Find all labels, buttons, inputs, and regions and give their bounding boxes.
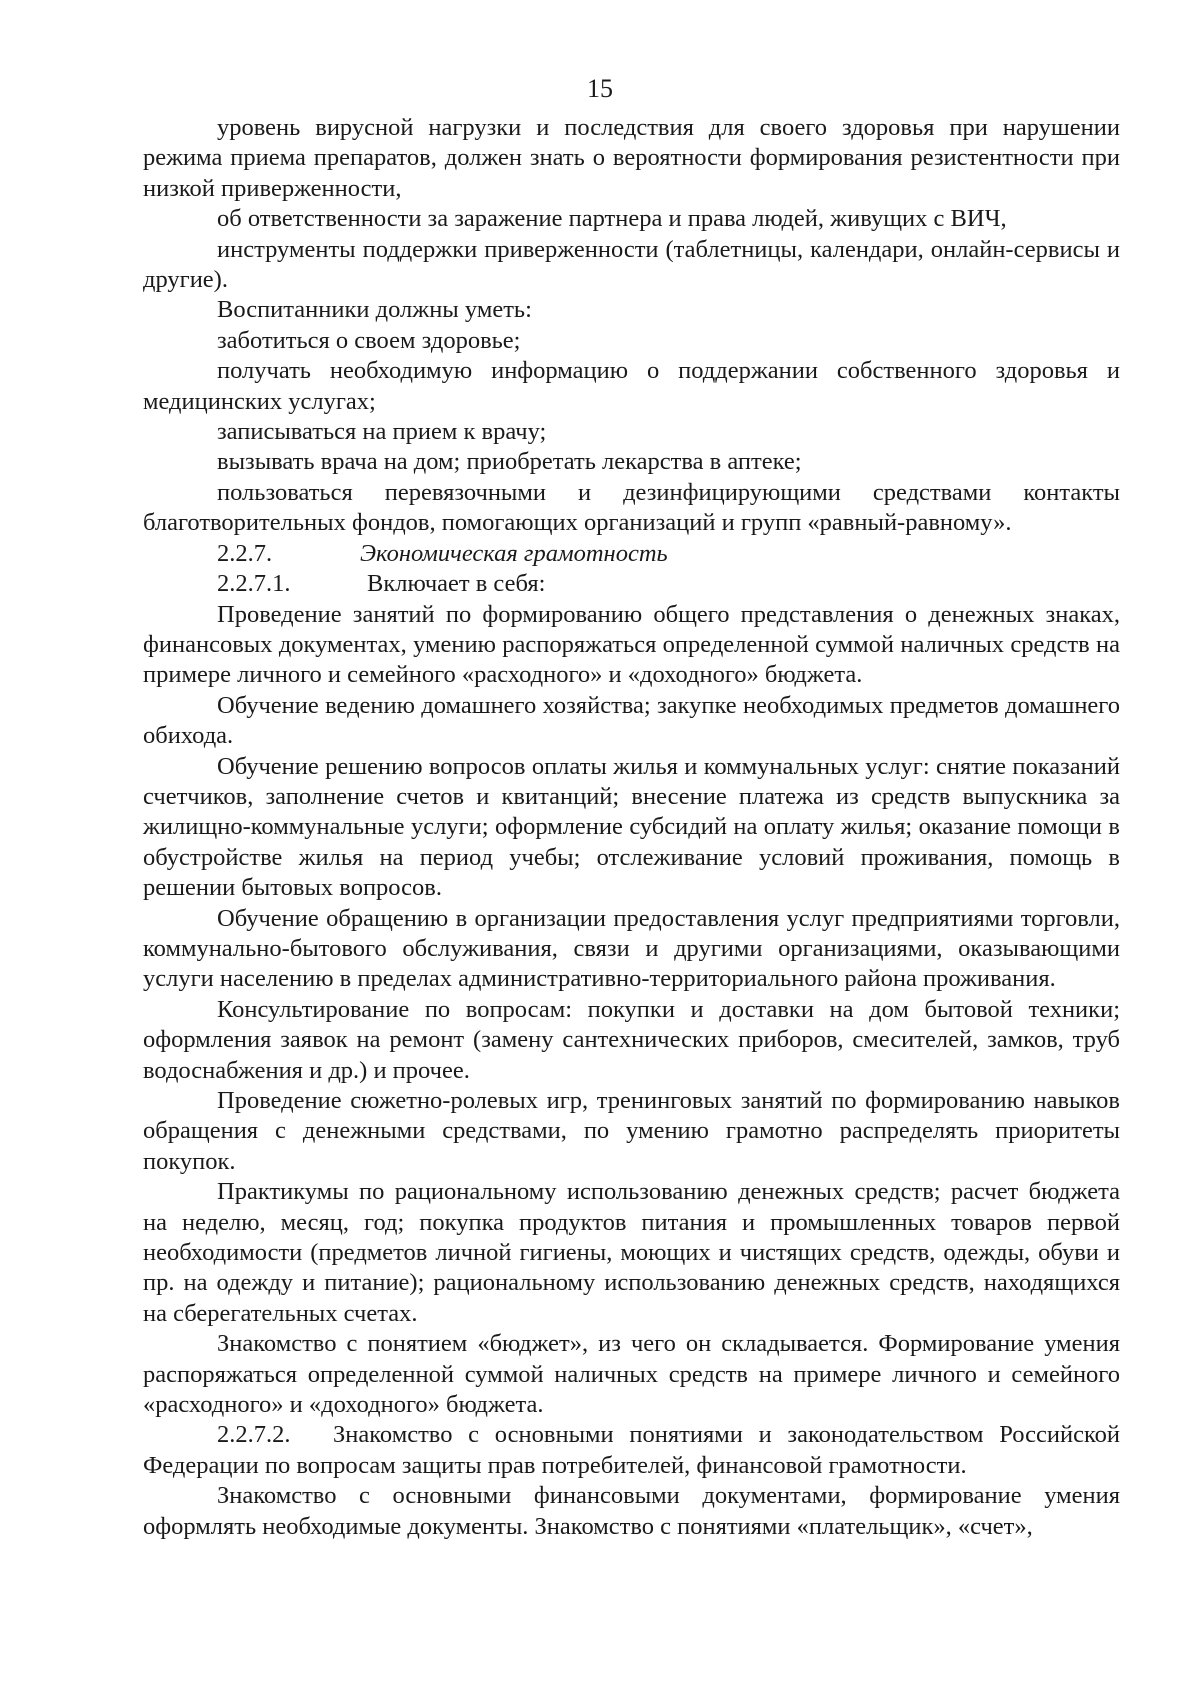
section-number: 2.2.7.1. [217, 570, 291, 598]
paragraph: об ответственности за заражение партнера и права людей, живущих с ВИЧ, [217, 205, 1007, 233]
paragraph: вызывать врача на дом; приобретать лекарства в аптеке; [217, 448, 802, 476]
paragraph: Обучение решению вопросов оплаты жилья и коммунальных услуг: снятие показаний счетчиков, заполнение счетов и квитанций; внесение платежа из средств выпускника за жилищно-коммунальные услуги; оформление субсидий на оплату жилья; оказание помощи в обустройстве жилья на период учебы; отслеживание условий проживания, помощь в решении бытовых вопросов. [143, 752, 1120, 902]
section-text: Знакомство с основными понятиями и законодательством Российской Федерации по вопросам защиты прав потребителей, финансовой грамотности. [143, 1421, 1120, 1479]
paragraph: Знакомство с основными финансовыми документами, формирование умения оформлять необходимые документы. Знакомство с понятиями «плательщик», «счет», [143, 1482, 1120, 1540]
paragraph: Воспитанники должны уметь: [217, 296, 532, 324]
paragraph: пользоваться перевязочными и дезинфицирующими средствами контакты благотворительных фондов, помогающих организаций и групп «равный-равному». [143, 478, 1120, 537]
section-number: 2.2.7. [217, 539, 273, 567]
section-heading-2-2-7 [143, 539, 1120, 569]
document-body [143, 113, 1120, 1542]
section-2-2-7-2-paragraph [143, 1420, 1120, 1481]
paragraph: Проведение занятий по формированию общего представления о денежных знаках, финансовых документах, умению распоряжаться определенной суммой наличных средств на примере личного и семейного «расходного» и «доходного» бюджета. [143, 600, 1120, 689]
page-number: 15 [587, 74, 613, 103]
section-title: Включает в себя: [367, 570, 546, 598]
paragraph: Практикумы по рациональному использованию денежных средств; расчет бюджета на неделю, месяц, год; покупка продуктов питания и промышленных товаров первой необходимости (предметов личной гигиены, моющих и чистящих средств, одежды, обуви и пр. на одежду и питание); рациональному использованию денежных средств, находящихся на сберегательных счетах. [143, 1178, 1120, 1327]
paragraph: Знакомство с понятием «бюджет», из чего он складывается. Формирование умения распоряжаться определенной суммой наличных средств на примере личного и семейного «расходного» и «доходного» бюджета. [143, 1330, 1120, 1419]
paragraph: Обучение обращению в организации предоставления услуг предприятиями торговли, коммунально-бытового обслуживания, связи и другими организациями, оказывающими услуги населению в пределах административно-территориального района проживания. [143, 904, 1120, 993]
paragraph: записываться на прием к врачу; [217, 418, 547, 446]
paragraph: Проведение сюжетно-ролевых игр, тренинговых занятий по формированию навыков обращения с денежными средствами, по умению грамотно распределять приоритеты покупок. [143, 1087, 1120, 1175]
section-heading-2-2-7-1 [143, 569, 1120, 599]
paragraph: получать необходимую информацию о поддержании собственного здоровья и медицинских услугах; [143, 357, 1120, 415]
section-title: Экономическая грамотность [360, 539, 668, 567]
paragraph: Консультирование по вопросам: покупки и доставки на дом бытовой техники; оформления заявок на ремонт (замену сантехнических приборов, смесителей, замков, труб водоснабжения и др.) и прочее. [143, 995, 1120, 1084]
paragraph: заботиться о своем здоровье; [217, 326, 521, 354]
paragraph: уровень вирусной нагрузки и последствия для своего здоровья при нарушении режима приема препаратов, должен знать о вероятности формирования резистентности при низкой приверженности, [143, 114, 1120, 202]
paragraph: инструменты поддержки приверженности (таблетницы, календари, онлайн-сервисы и другие). [143, 235, 1120, 294]
section-number: 2.2.7.2. [217, 1421, 291, 1449]
paragraph: Обучение ведению домашнего хозяйства; закупке необходимых предметов домашнего обихода. [143, 691, 1120, 750]
